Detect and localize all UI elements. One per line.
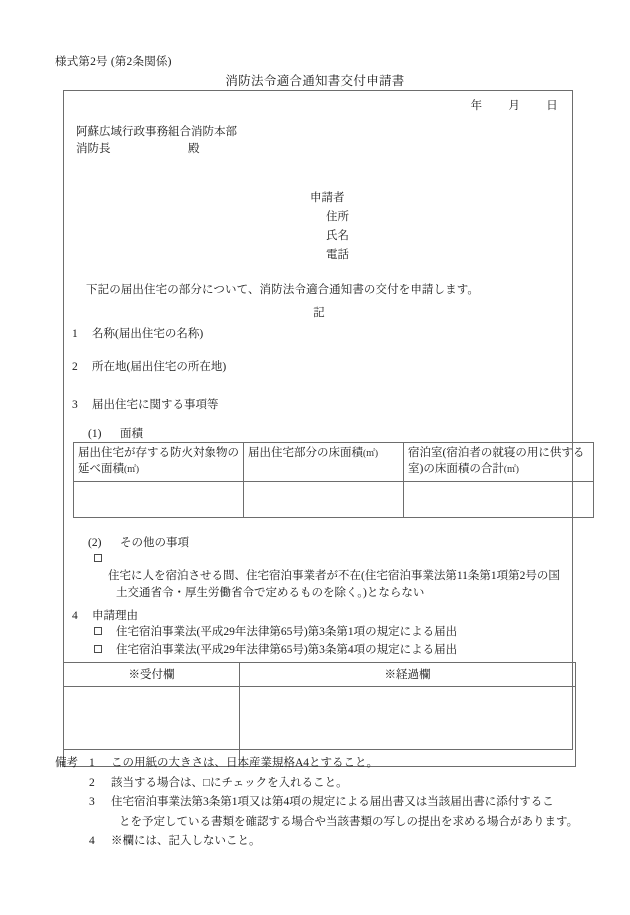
date-month: 月	[508, 100, 521, 112]
addressee-organization: 阿蘇広域行政事務組合消防本部	[76, 126, 237, 138]
checkbox-reason-1-row[interactable]	[94, 624, 457, 641]
item-2-location	[72, 358, 226, 374]
checkbox-other-matters-line1: 住宅に人を宿泊させる間、住宅宿泊事業者が不在(住宅宿泊事業法第11条第1項第2号の国	[108, 570, 560, 582]
item-3-matters	[72, 396, 219, 412]
item-2-number: 2	[72, 361, 78, 373]
subheading-other-number: (2)	[88, 537, 102, 549]
checkbox-reason-2[interactable]	[94, 645, 102, 653]
remarks-1-number: 1	[89, 757, 95, 769]
area-col-2-header: 届出住宅部分の床面積(㎡)	[244, 443, 404, 482]
area-col-1-header: 届出住宅が存する防火対象物の延べ面積(㎡)	[74, 443, 244, 482]
area-table-header-row	[74, 443, 594, 482]
item-4-number: 4	[72, 610, 78, 622]
area-table	[73, 442, 594, 518]
date-year: 年	[470, 100, 483, 112]
remarks-section	[55, 754, 585, 852]
date-line	[471, 97, 558, 113]
application-statement: 下記の届出住宅の部分について、消防法令適合通知書の交付を申請します。	[86, 284, 480, 296]
receipt-col-header: ※受付欄	[64, 663, 240, 687]
progress-col-header: ※経過欄	[240, 663, 576, 687]
addressee-block	[76, 124, 237, 158]
remarks-2-number: 2	[89, 776, 95, 789]
page-title: 消防法令適合通知書交付申請書	[225, 74, 405, 88]
addressee-honorific: 殿	[188, 143, 200, 155]
remarks-row-2	[55, 774, 585, 794]
checkbox-other-matters-line2: 土交通省令・厚生労働省令で定めるものを除く。)とならない	[116, 587, 425, 599]
item-4-label: 申請理由	[92, 610, 138, 622]
applicant-label: 申請者	[310, 192, 345, 204]
item-3-label: 届出住宅に関する事項等	[92, 399, 219, 411]
applicant-block	[310, 189, 349, 265]
form-body-box	[63, 90, 585, 750]
remarks-3-body	[111, 793, 585, 832]
item-1-number: 1	[72, 328, 78, 340]
item-2-label: 所在地(届出住宅の所在地)	[92, 361, 227, 373]
item-3-number: 3	[72, 399, 78, 411]
subheading-area-number: (1)	[88, 428, 102, 440]
checkbox-other-matters-row[interactable]	[94, 551, 564, 602]
item-1-name	[72, 325, 203, 341]
receipt-table	[63, 662, 576, 767]
date-day: 日	[546, 100, 558, 112]
subheading-area-label: 面積	[120, 428, 143, 440]
remarks-4-number: 4	[89, 835, 95, 847]
remarks-1-text: この用紙の大きさは、日本産業規格A4とすること。	[111, 757, 379, 769]
area-table-input-row	[74, 482, 594, 518]
form-code: 様式第2号 (第2条関係)	[55, 56, 172, 68]
remarks-3-number: 3	[89, 796, 95, 808]
subheading-other-label: その他の事項	[120, 537, 189, 549]
remarks-3-text-line2: とを予定している書類を確認する場合や当該書類の写しの提出を求める場合があります。	[119, 815, 579, 828]
ki-mark: 記	[313, 307, 325, 319]
applicant-name-label: 氏名	[326, 230, 349, 242]
area-col-3-header: 宿泊室(宿泊者の就寝の用に供する室)の床面積の合計(㎡)	[404, 443, 594, 482]
area-col-2-value[interactable]	[244, 482, 404, 518]
area-col-3-value[interactable]	[404, 482, 594, 518]
remarks-row-1	[55, 754, 585, 774]
subheading-area	[88, 425, 143, 441]
area-col-2-unit: (㎡)	[363, 448, 378, 458]
applicant-address-label: 住所	[326, 211, 349, 223]
item-4-reason	[72, 607, 138, 623]
remarks-4-text: ※欄には、記入しないこと。	[111, 835, 261, 847]
item-1-label: 名称(届出住宅の名称)	[92, 328, 204, 340]
remarks-2-text: 該当する場合は、□にチェックを入れること。	[111, 776, 348, 789]
remarks-3-text-line1: 住宅宿泊事業法第3条第1項又は第4項の規定による届出書又は当該届出書に添付するこ	[111, 796, 554, 808]
applicant-phone-label: 電話	[326, 249, 349, 261]
remarks-label: 備考	[55, 757, 78, 769]
subheading-other-matters	[88, 534, 189, 550]
addressee-role: 消防長	[76, 143, 111, 155]
receipt-table-header-row	[64, 663, 576, 687]
checkbox-other-matters[interactable]	[94, 554, 102, 562]
remarks-row-3	[55, 793, 585, 832]
area-col-3-unit: (㎡)	[503, 464, 519, 474]
remarks-row-4	[55, 832, 585, 852]
checkbox-reason-2-label: 住宅宿泊事業法(平成29年法律第65号)第3条第4項の規定による届出	[116, 644, 458, 656]
area-col-1-unit: (㎡)	[124, 464, 139, 474]
checkbox-reason-1[interactable]	[94, 627, 102, 635]
checkbox-reason-1-label: 住宅宿泊事業法(平成29年法律第65号)第3条第1項の規定による届出	[116, 626, 458, 638]
area-col-1-value[interactable]	[74, 482, 244, 518]
checkbox-reason-2-row[interactable]	[94, 642, 457, 659]
